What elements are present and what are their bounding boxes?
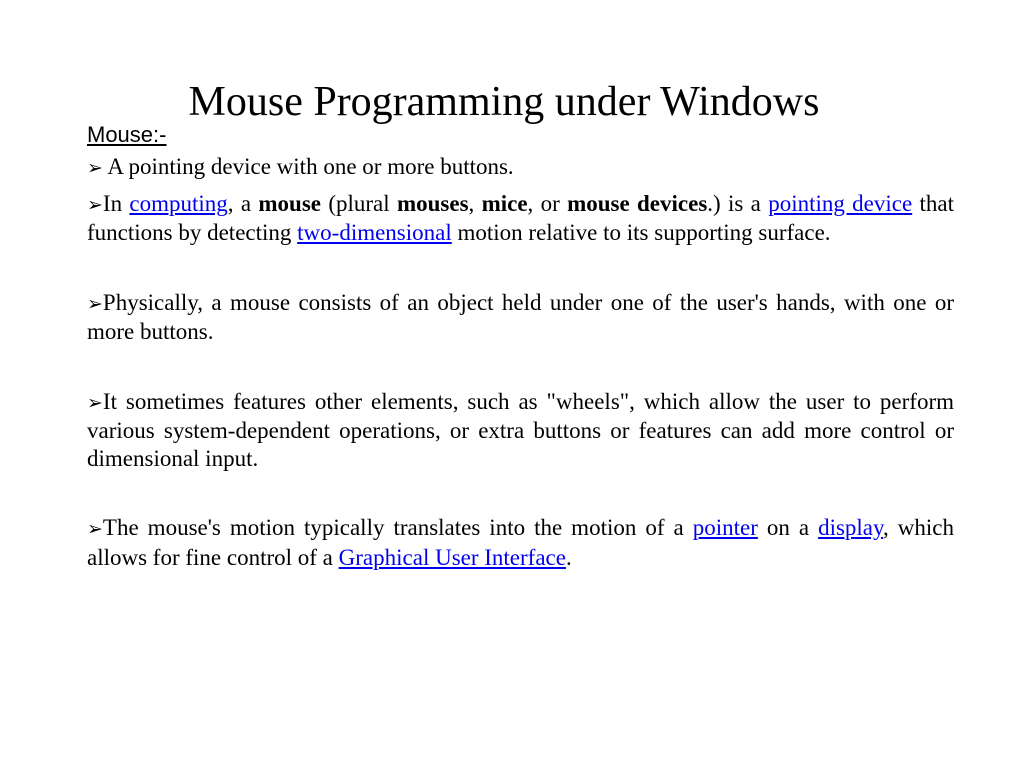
bullet-paragraph-3 [87,289,954,346]
text-run: The mouse's motion typically translates into the motion of a [102,515,693,540]
paragraph-text: A pointing device with one or more buttons. [102,154,514,179]
text-run: motion relative to its supporting surface. [451,220,831,245]
link-two-dimensional[interactable]: two-dimensional [297,220,452,245]
text-run: (plural [321,190,397,216]
link-pointing-device[interactable]: pointing device [768,190,913,216]
paragraph-text: It sometimes features other elements, such as "wheels", which allow the user to perform various system-dependent operations, or extra buttons or features can add more control or dimensional input. [87,388,954,471]
text-run: , or [527,190,568,216]
bold-term-mouses: mouses [396,190,469,216]
link-computing[interactable]: computing [129,190,228,216]
slide-content [87,120,954,571]
text-run: on a [757,515,819,540]
text-run: .) is a [707,190,769,216]
arrow-bullet-icon: ➢ [87,391,103,414]
link-graphical-user-interface[interactable]: Graphical User Interface [338,544,566,570]
bold-term-mouse: mouse [258,190,322,216]
bullet-paragraph-5 [87,514,954,571]
text-run: . [565,544,572,570]
text-run: , which allows for fine control of a [87,515,954,570]
text-run: , a [227,190,259,216]
link-display[interactable]: display [818,515,884,540]
text-run: , [468,190,482,216]
text-run: that functions by detecting [87,190,954,245]
bold-term-mouse-devices: mouse devices [567,190,708,216]
paragraph-text: Physically, a mouse consists of an object held under one of the user's hands, with one or more buttons. [87,289,954,344]
bullet-paragraph-2 [87,190,954,247]
bullet-paragraph-1 [87,153,954,183]
section-heading: Mouse:- [87,122,167,147]
arrow-bullet-icon: ➢ [87,518,103,540]
arrow-bullet-icon: ➢ [87,157,103,179]
arrow-bullet-icon: ➢ [87,292,103,315]
link-pointer[interactable]: pointer [692,515,758,540]
bold-term-mice: mice [481,190,528,216]
arrow-bullet-icon: ➢ [87,193,103,216]
text-run: In [102,190,130,216]
bullet-paragraph-4 [87,388,954,473]
slide-title: Mouse Programming under Windows [188,79,820,126]
